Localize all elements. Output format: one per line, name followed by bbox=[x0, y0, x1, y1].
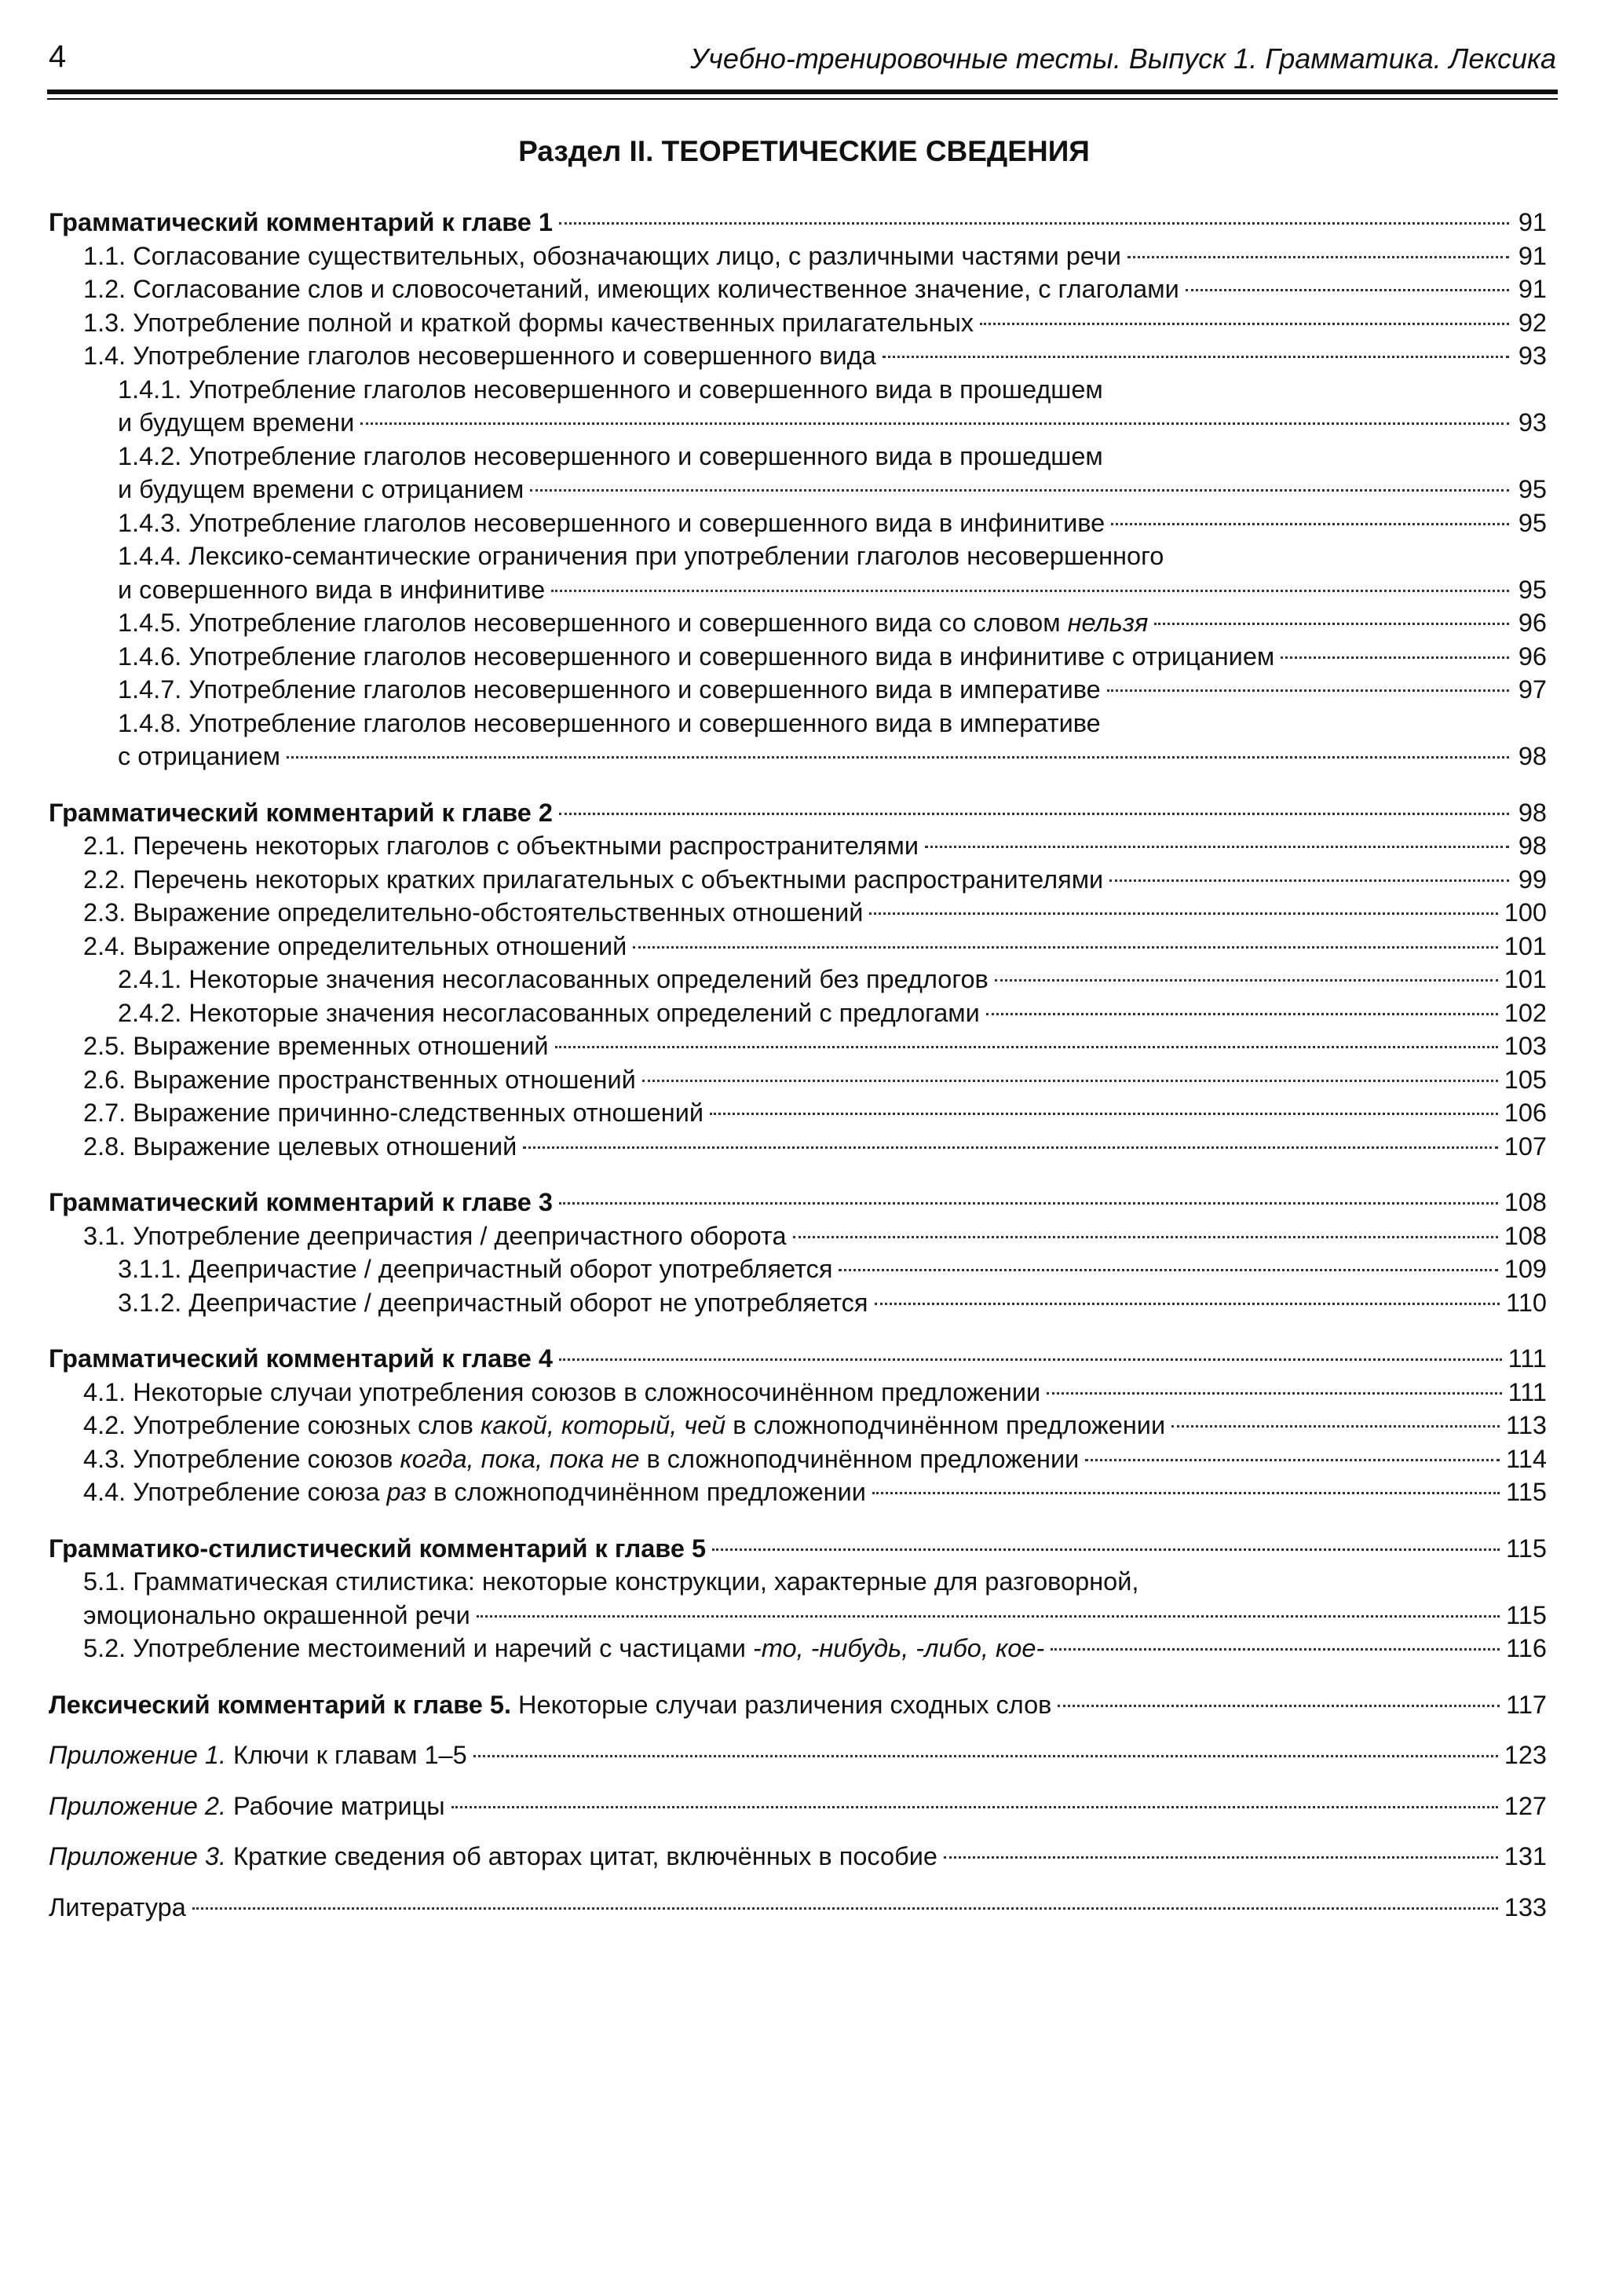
toc-leader bbox=[875, 1303, 1500, 1305]
toc-item[interactable] bbox=[49, 306, 1547, 340]
toc-title bbox=[49, 1738, 467, 1772]
toc-title: и будущем времени с отрицанием bbox=[118, 475, 524, 503]
toc-leader bbox=[1154, 623, 1509, 625]
toc-page: 115 bbox=[1506, 1478, 1547, 1506]
toc-title bbox=[49, 1790, 445, 1823]
toc-item[interactable] bbox=[49, 1475, 1547, 1509]
toc-page: 93 bbox=[1518, 342, 1547, 370]
toc-appendix-2[interactable] bbox=[49, 1790, 1547, 1823]
toc-title: 2.3. Выражение определительно-обстоятельственных отношений bbox=[83, 898, 864, 927]
toc-heading-chapter-5[interactable] bbox=[49, 1532, 1547, 1566]
toc-title: эмоционально окрашенной речи bbox=[83, 1600, 470, 1629]
toc-title: 1.2. Согласование слов и словосочетаний, имеющих количественное значение, с глаголами bbox=[83, 275, 1179, 303]
toc-title: Грамматико-стилистический комментарий к главе 5 bbox=[49, 1534, 707, 1563]
toc-leader bbox=[287, 756, 1509, 759]
toc-title: 1.4. Употребление глаголов несовершенного и совершенного вида bbox=[83, 342, 876, 370]
toc-item-line2[interactable] bbox=[49, 573, 1547, 607]
toc-title bbox=[83, 1632, 1044, 1665]
toc-page: 95 bbox=[1518, 475, 1547, 503]
toc-group-appendix-2 bbox=[49, 1790, 1547, 1823]
toc-title bbox=[49, 1840, 937, 1874]
toc-item-line2[interactable] bbox=[49, 740, 1547, 773]
toc-group-appendix-3 bbox=[49, 1840, 1547, 1874]
toc-leader bbox=[1085, 1459, 1500, 1461]
toc-page: 115 bbox=[1506, 1600, 1547, 1629]
toc-title-italic: Приложение 3. bbox=[49, 1842, 226, 1870]
toc-group-literature bbox=[49, 1891, 1547, 1925]
toc-group-chapter-1 bbox=[49, 206, 1547, 773]
toc-item[interactable] bbox=[49, 930, 1547, 963]
toc-title-text: в сложноподчинённом предложении bbox=[433, 1478, 866, 1506]
toc-title: 2.7. Выражение причинно-следственных отношений bbox=[83, 1099, 704, 1127]
toc-page: 98 bbox=[1518, 742, 1547, 770]
toc-title: 2.4.1. Некоторые значения несогласованных определений без предлогов bbox=[118, 965, 989, 993]
table-of-contents bbox=[49, 206, 1547, 1941]
toc-leader bbox=[1171, 1425, 1500, 1428]
toc-title: Грамматический комментарий к главе 2 bbox=[49, 798, 553, 827]
toc-leader bbox=[1127, 256, 1509, 258]
toc-title: 3.1.2. Деепричастие / деепричастный оборот не употребляется bbox=[118, 1288, 868, 1317]
toc-leader bbox=[869, 912, 1497, 915]
toc-group-chapter-4 bbox=[49, 1342, 1547, 1509]
toc-title: 3.1.1. Деепричастие / деепричастный оборот употребляется bbox=[118, 1255, 833, 1283]
toc-title: Грамматический комментарий к главе 1 bbox=[49, 208, 553, 236]
toc-title-bold: Лексический комментарий к главе 5. bbox=[49, 1690, 511, 1719]
toc-page: 92 bbox=[1518, 308, 1547, 337]
toc-item[interactable] bbox=[49, 1130, 1547, 1164]
toc-item[interactable] bbox=[49, 829, 1547, 863]
toc-page: 99 bbox=[1518, 865, 1547, 894]
toc-page: 115 bbox=[1506, 1534, 1547, 1563]
toc-title: 2.4. Выражение определительных отношений bbox=[83, 931, 627, 960]
toc-item[interactable] bbox=[49, 1219, 1547, 1253]
toc-title: и совершенного вида в инфинитиве bbox=[118, 575, 546, 604]
toc-page: 100 bbox=[1504, 898, 1547, 927]
toc-title: 2.4.2. Некоторые значения несогласованных определений с предлогами bbox=[118, 998, 980, 1027]
toc-leader bbox=[793, 1236, 1498, 1238]
toc-page: 101 bbox=[1504, 931, 1547, 960]
toc-leader bbox=[559, 813, 1509, 815]
toc-title-text: 1.4.5. Употребление глаголов несовершенного и совершенного вида со словом bbox=[118, 609, 1061, 637]
header-rule-thin bbox=[47, 98, 1558, 100]
toc-page: 107 bbox=[1504, 1132, 1547, 1161]
toc-item-line1[interactable]: 1.4.1. Употребление глаголов несовершенного и совершенного вида в прошедшем bbox=[118, 375, 1103, 404]
toc-page: 102 bbox=[1504, 998, 1547, 1027]
toc-page: 96 bbox=[1518, 609, 1547, 637]
toc-title-text: 4.4. Употребление союза bbox=[83, 1478, 380, 1506]
toc-item[interactable] bbox=[49, 1029, 1547, 1063]
toc-page: 131 bbox=[1504, 1842, 1547, 1870]
toc-page: 108 bbox=[1504, 1188, 1547, 1216]
toc-title: Грамматический комментарий к главе 3 bbox=[49, 1188, 553, 1216]
toc-title: 1.4.6. Употребление глаголов несовершенного и совершенного вида в инфинитиве с отрицанием bbox=[118, 642, 1275, 671]
toc-page: 116 bbox=[1506, 1634, 1547, 1662]
toc-title bbox=[118, 606, 1148, 640]
toc-item[interactable] bbox=[49, 1286, 1547, 1320]
toc-item-line1[interactable]: 1.4.4. Лексико-семантические ограничения при употреблении глаголов несовершенного bbox=[118, 542, 1164, 570]
toc-title: 2.6. Выражение пространственных отношений bbox=[83, 1065, 636, 1094]
toc-title bbox=[83, 1475, 866, 1509]
toc-title: 3.1. Употребление деепричастия / деепричастного оборота bbox=[83, 1221, 787, 1250]
toc-item[interactable] bbox=[49, 1632, 1547, 1665]
toc-page: 117 bbox=[1506, 1690, 1547, 1719]
toc-page: 127 bbox=[1504, 1791, 1547, 1820]
toc-item[interactable] bbox=[49, 1063, 1547, 1097]
toc-leader bbox=[523, 1146, 1497, 1149]
toc-item-line2[interactable] bbox=[49, 473, 1547, 506]
toc-item[interactable] bbox=[49, 606, 1547, 640]
toc-page: 108 bbox=[1504, 1221, 1547, 1250]
toc-page: 106 bbox=[1504, 1099, 1547, 1127]
toc-heading-chapter-1[interactable] bbox=[49, 206, 1547, 239]
toc-title bbox=[49, 1688, 1051, 1722]
toc-title-text: Краткие сведения об авторах цитат, включённых в пособие bbox=[233, 1842, 937, 1870]
toc-item[interactable] bbox=[49, 506, 1547, 540]
toc-leader bbox=[1281, 656, 1509, 659]
toc-title-text: Рабочие матрицы bbox=[233, 1791, 445, 1820]
toc-appendix-3[interactable] bbox=[49, 1840, 1547, 1874]
toc-page: 111 bbox=[1508, 1377, 1547, 1406]
toc-page: 123 bbox=[1504, 1741, 1547, 1769]
toc-title-italic: -то, -нибудь, -либо, кое- bbox=[752, 1634, 1045, 1662]
toc-title-italic: нельзя bbox=[1067, 609, 1149, 637]
toc-item-line1[interactable]: 5.1. Грамматическая стилистика: некоторые конструкции, характерные для разговорной, bbox=[83, 1567, 1139, 1596]
toc-leader bbox=[551, 590, 1509, 592]
toc-page: 111 bbox=[1508, 1344, 1547, 1373]
toc-page: 91 bbox=[1518, 241, 1547, 270]
toc-leader bbox=[944, 1856, 1498, 1859]
toc-title-italic: Приложение 2. bbox=[49, 1791, 226, 1820]
toc-page: 101 bbox=[1504, 965, 1547, 993]
toc-leader bbox=[559, 222, 1509, 225]
toc-page: 110 bbox=[1506, 1288, 1547, 1317]
toc-heading-lexical[interactable] bbox=[49, 1688, 1547, 1722]
toc-group-chapter-2 bbox=[49, 796, 1547, 1164]
toc-title: 1.4.7. Употребление глаголов несовершенного и совершенного вида в императиве bbox=[118, 675, 1101, 704]
toc-item-line1[interactable]: 1.4.2. Употребление глаголов несовершенного и совершенного вида в прошедшем bbox=[118, 441, 1103, 470]
toc-item[interactable] bbox=[49, 1252, 1547, 1286]
toc-leader bbox=[642, 1080, 1498, 1082]
toc-page: 97 bbox=[1518, 675, 1547, 704]
toc-title-italic: когда, пока, пока не bbox=[400, 1444, 640, 1473]
toc-title bbox=[83, 1442, 1079, 1476]
toc-leader bbox=[712, 1548, 1500, 1551]
toc-title-italic: Приложение 1. bbox=[49, 1741, 226, 1769]
toc-leader bbox=[710, 1113, 1498, 1115]
toc-page: 91 bbox=[1518, 208, 1547, 236]
toc-page: 114 bbox=[1506, 1444, 1547, 1473]
toc-item[interactable] bbox=[49, 1409, 1547, 1442]
toc-title: 1.1. Согласование существительных, обозначающих лицо, с различными частями речи bbox=[83, 241, 1121, 270]
toc-leader bbox=[192, 1907, 1498, 1910]
toc-leader bbox=[995, 979, 1498, 982]
toc-title-text: в сложноподчинённом предложении bbox=[733, 1411, 1166, 1439]
running-title: Учебно-тренировочные тесты. Выпуск 1. Грамматика. Лексика bbox=[690, 42, 1556, 75]
toc-title-italic: какой, который, чей bbox=[480, 1411, 726, 1439]
toc-literature[interactable] bbox=[49, 1891, 1547, 1925]
toc-leader bbox=[360, 422, 1509, 425]
toc-page: 91 bbox=[1518, 275, 1547, 303]
toc-leader bbox=[1107, 689, 1509, 692]
toc-item[interactable] bbox=[49, 673, 1547, 707]
toc-title-text: 4.3. Употребление союзов bbox=[83, 1444, 393, 1473]
toc-leader bbox=[986, 1013, 1498, 1015]
toc-title: 1.3. Употребление полной и краткой формы качественных прилагательных bbox=[83, 308, 974, 337]
toc-leader bbox=[633, 946, 1497, 949]
toc-leader bbox=[980, 323, 1509, 325]
toc-page: 95 bbox=[1518, 575, 1547, 604]
toc-leader bbox=[1109, 879, 1509, 882]
header-rule-thick bbox=[47, 90, 1558, 94]
toc-page: 103 bbox=[1504, 1032, 1547, 1060]
toc-leader bbox=[559, 1202, 1498, 1205]
toc-leader bbox=[839, 1269, 1497, 1271]
toc-item-line1[interactable]: 1.4.8. Употребление глаголов несовершенного и совершенного вида в императиве bbox=[118, 708, 1101, 737]
toc-item[interactable] bbox=[49, 339, 1547, 373]
toc-leader bbox=[1186, 289, 1509, 291]
toc-page: 95 bbox=[1518, 508, 1547, 537]
toc-item[interactable] bbox=[49, 1442, 1547, 1476]
toc-leader bbox=[477, 1615, 1500, 1618]
toc-title: 2.2. Перечень некоторых кратких прилагательных с объектными распространителями bbox=[83, 865, 1104, 894]
toc-title: Грамматический комментарий к главе 4 bbox=[49, 1344, 553, 1373]
toc-heading-chapter-2[interactable] bbox=[49, 796, 1547, 830]
toc-item[interactable] bbox=[49, 239, 1547, 273]
toc-leader bbox=[872, 1492, 1500, 1494]
toc-appendix-1[interactable] bbox=[49, 1738, 1547, 1772]
toc-title: 2.5. Выражение временных отношений bbox=[83, 1032, 549, 1060]
toc-leader bbox=[473, 1755, 1498, 1757]
toc-leader bbox=[1058, 1705, 1500, 1707]
toc-leader bbox=[555, 1046, 1498, 1048]
toc-heading-chapter-4[interactable] bbox=[49, 1342, 1547, 1376]
toc-leader bbox=[883, 356, 1509, 358]
toc-item[interactable] bbox=[49, 996, 1547, 1030]
toc-page: 113 bbox=[1506, 1411, 1547, 1439]
toc-page: 93 bbox=[1518, 408, 1547, 437]
toc-title-text: Ключи к главам 1–5 bbox=[233, 1741, 467, 1769]
toc-title-text: Некоторые случаи различения сходных слов bbox=[518, 1690, 1052, 1719]
toc-page: 133 bbox=[1504, 1892, 1547, 1921]
toc-group-appendix-1 bbox=[49, 1738, 1547, 1772]
toc-heading-chapter-3[interactable] bbox=[49, 1186, 1547, 1219]
toc-leader bbox=[530, 489, 1509, 492]
toc-item[interactable] bbox=[49, 896, 1547, 930]
toc-page: 98 bbox=[1518, 798, 1547, 827]
toc-item-line2[interactable] bbox=[49, 406, 1547, 440]
toc-group-chapter-5 bbox=[49, 1532, 1547, 1665]
toc-title: и будущем времени bbox=[118, 408, 355, 437]
toc-leader bbox=[1047, 1392, 1501, 1395]
toc-title: 1.4.3. Употребление глаголов несовершенного и совершенного вида в инфинитиве bbox=[118, 508, 1106, 537]
toc-page: 105 bbox=[1504, 1065, 1547, 1094]
toc-leader bbox=[1051, 1648, 1500, 1651]
page-header bbox=[49, 33, 1556, 80]
toc-group-lexical bbox=[49, 1688, 1547, 1722]
toc-title: 2.1. Перечень некоторых глаголов с объектными распространителями bbox=[83, 832, 919, 860]
toc-item-line2[interactable] bbox=[49, 1599, 1547, 1632]
toc-group-chapter-3 bbox=[49, 1186, 1547, 1319]
page-number: 4 bbox=[49, 39, 67, 74]
toc-title: 2.8. Выражение целевых отношений bbox=[83, 1132, 517, 1161]
toc-title-text: 5.2. Употребление местоимений и наречий с частицами bbox=[83, 1634, 746, 1662]
toc-page: 96 bbox=[1518, 642, 1547, 671]
toc-item[interactable] bbox=[49, 863, 1547, 897]
toc-item[interactable] bbox=[49, 963, 1547, 996]
toc-item[interactable] bbox=[49, 272, 1547, 306]
toc-item[interactable] bbox=[49, 1376, 1547, 1409]
toc-leader bbox=[925, 846, 1509, 848]
toc-title: 4.1. Некоторые случаи употребления союзов в сложносочинённом предложении bbox=[83, 1377, 1041, 1406]
toc-item[interactable] bbox=[49, 1096, 1547, 1130]
toc-title-text: в сложноподчинённом предложении bbox=[646, 1444, 1080, 1473]
toc-item[interactable] bbox=[49, 640, 1547, 674]
toc-leader bbox=[559, 1358, 1502, 1361]
section-title: Раздел II. ТЕОРЕТИЧЕСКИЕ СВЕДЕНИЯ bbox=[518, 135, 1090, 167]
toc-title bbox=[83, 1409, 1165, 1442]
toc-page: 98 bbox=[1518, 832, 1547, 860]
toc-title: Литература bbox=[49, 1892, 186, 1921]
toc-title-text: 4.2. Употребление союзных слов bbox=[83, 1411, 473, 1439]
toc-leader bbox=[1111, 523, 1509, 525]
toc-page: 109 bbox=[1504, 1255, 1547, 1283]
toc-title: с отрицанием bbox=[118, 742, 280, 770]
toc-title-italic: раз bbox=[386, 1478, 427, 1506]
toc-leader bbox=[451, 1806, 1498, 1808]
